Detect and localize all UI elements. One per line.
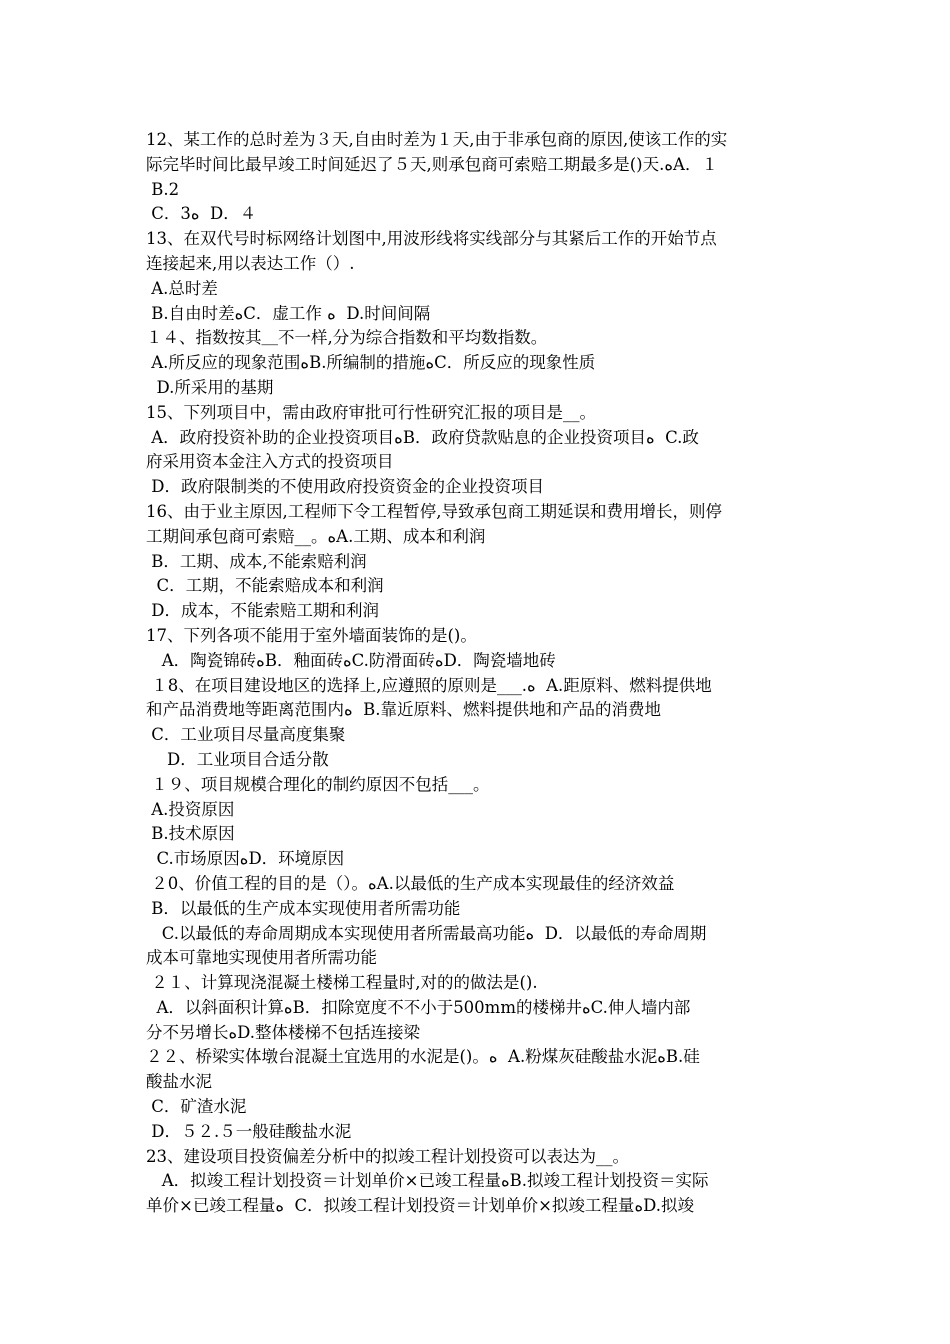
text-line [146, 525, 810, 550]
text-line [146, 202, 810, 227]
text-span: 16、由于业主原因,工程师下令工程暂停,导致承包商工期延误和费用增长，则停 [146, 501, 722, 521]
text-line [146, 426, 810, 451]
separator: ﻩ [500, 1171, 510, 1191]
text-line [146, 475, 810, 500]
text-span: A.以最低的生产成本实现最佳的经济效益 [376, 873, 675, 893]
text-span: B.所编制的措施 [309, 353, 426, 373]
separator: ﻩ [664, 154, 674, 174]
text-span: 23、建设项目投资偏差分析中的拟竣工程计划投资可以表达为__。 [146, 1146, 629, 1166]
text-span: A.距原料、燃料提供地 [546, 675, 712, 695]
text-line [146, 1070, 810, 1095]
text-span: B．釉面砖 [264, 650, 343, 670]
text-line [146, 996, 810, 1021]
text-span: B．扣除宽度不不小于500mm的楼梯井 [292, 997, 582, 1017]
text-span: C．3 [146, 204, 191, 224]
text-line [146, 599, 810, 624]
text-span: A．以斜面积计算 [146, 997, 284, 1017]
separator: ﻩ [327, 526, 337, 546]
text-span: A.所反应的现象范围 [146, 353, 301, 373]
text-line [146, 401, 810, 426]
text-span: 酸盐水泥 [146, 1072, 212, 1092]
separator: ﻩ [275, 1196, 284, 1216]
text-span: ２１、计算现浇混凝土楼梯工程量时,对的的做法是(). [146, 973, 538, 993]
text-span: C.政 [665, 427, 699, 447]
text-span: B.技术原因 [146, 824, 235, 844]
text-span: B.2 [146, 179, 180, 199]
separator: ﻩ [327, 303, 336, 323]
text-span: B.靠近原料、燃料提供地和产品的消费地 [363, 700, 662, 720]
separator: ﻩ [657, 1047, 666, 1067]
text-span: ２２、桥梁实体墩台混凝土宜选用的水泥是()。 [146, 1047, 489, 1067]
separator: ﻩ [526, 675, 536, 695]
text-span: B．以最低的生产成本实现使用者所需功能 [146, 898, 461, 918]
text-span: D.整体楼梯不包括连接梁 [237, 1022, 421, 1042]
text-span: A.投资原因 [146, 799, 235, 819]
text-line [146, 450, 810, 475]
text-span: C.防滑面砖 [351, 650, 435, 670]
text-span: D．成本，不能索赔工期和利润 [146, 601, 379, 621]
separator: ﻩ [634, 1196, 644, 1216]
text-span: D．以最低的寿命周期 [544, 923, 707, 943]
text-line [146, 723, 810, 748]
text-span: C．工期，不能索赔成本和利润 [146, 576, 384, 596]
text-span: D．５２.５一般硅酸盐水泥 [146, 1121, 352, 1141]
text-line [146, 624, 810, 649]
text-span: B.自由时差 [146, 303, 235, 323]
text-span: 际完毕时间比最早竣工时间延迟了５天,则承包商可索赔工期最多是()天. [146, 154, 665, 174]
text-span: 单价×已竣工程量 [146, 1196, 276, 1216]
text-span: 13、在双代号时标网络计划图中,用波形线将实线部分与其紧后工作的开始节点 [146, 229, 717, 249]
text-span: C.伸人墙内部 [590, 997, 691, 1017]
text-span: １９、项目规模合理化的制约原因不包括___。 [146, 774, 490, 794]
text-span: １8、在项目建设地区的选择上,应遵照的原则是___. [146, 675, 527, 695]
text-line [146, 252, 810, 277]
text-line [146, 376, 810, 401]
separator: ﻩ [525, 923, 535, 943]
text-line [146, 822, 810, 847]
text-span: A.工期、成本和利润 [336, 526, 486, 546]
text-span: D．工业项目合适分散 [146, 749, 329, 769]
text-line [146, 574, 810, 599]
text-span: 成本可靠地实现使用者所需功能 [146, 948, 377, 968]
separator: ﻩ [239, 849, 249, 869]
text-span: B.硅 [665, 1047, 700, 1067]
text-span: B．政府贷款贴息的企业投资项目 [402, 427, 646, 447]
text-line [146, 1120, 810, 1145]
separator: ﻩ [234, 303, 244, 323]
text-span: C．矿渣水泥 [146, 1097, 247, 1117]
text-span: C．虚工作 [243, 303, 322, 323]
text-line [146, 1045, 810, 1070]
text-span: B．工期、成本,不能索赔利润 [146, 551, 367, 571]
separator: ﻩ [283, 997, 293, 1017]
text-span: 和产品消费地等距离范围内 [146, 700, 344, 720]
separator: ﻩ [394, 427, 403, 447]
text-span: １４、指数按其＿不一样,分为综合指数和平均数指数。 [146, 328, 548, 348]
text-line [146, 649, 810, 674]
separator: ﻩ [190, 204, 200, 224]
text-line [146, 922, 810, 947]
text-line [146, 550, 810, 575]
separator: ﻩ [342, 650, 352, 670]
text-line [146, 1145, 810, 1170]
text-span: C．拟竣工程计划投资＝计划单价×拟竣工程量 [294, 1196, 635, 1216]
text-span: 分不另增长 [146, 1022, 229, 1042]
text-line [146, 500, 810, 525]
separator: ﻩ [344, 700, 353, 720]
question-text-block [146, 128, 810, 1219]
text-span: D.拟竣 [643, 1196, 694, 1216]
text-line [146, 178, 810, 203]
text-span: 工期间承包商可索赔__。 [146, 526, 328, 546]
separator: ﻩ [581, 997, 591, 1017]
text-line [146, 227, 810, 252]
text-line [146, 1021, 810, 1046]
text-span: D．陶瓷墙地砖 [443, 650, 556, 670]
separator: ﻩ [488, 1047, 498, 1067]
separator: ﻩ [300, 353, 310, 373]
separator: ﻩ [228, 1022, 238, 1042]
text-span: D．政府限制类的不使用政府投资资金的企业投资项目 [146, 477, 544, 497]
text-line [146, 946, 810, 971]
text-span: C．所反应的现象性质 [434, 353, 596, 373]
text-span: A．拟竣工程计划投资＝计划单价×已竣工程量 [146, 1171, 501, 1191]
text-span: 连接起来,用以表达工作（）. [146, 253, 355, 273]
text-line [146, 302, 810, 327]
text-span: 15、下列项目中，需由政府审批可行性研究汇报的项目是__。 [146, 402, 596, 422]
text-line [146, 971, 810, 996]
text-line [146, 128, 810, 153]
text-line [146, 872, 810, 897]
text-span: D．４ [210, 204, 257, 224]
text-line [146, 351, 810, 376]
text-span: 17、下列各项不能用于室外墙面装饰的是()。 [146, 625, 477, 645]
text-line [146, 1169, 810, 1194]
text-span: C.以最低的寿命周期成本实现使用者所需最高功能 [146, 923, 526, 943]
text-line [146, 798, 810, 823]
text-span: A．政府投资补助的企业投资项目 [146, 427, 395, 447]
text-span: C．工业项目尽量高度集聚 [146, 725, 346, 745]
text-span: B.拟竣工程计划投资＝实际 [509, 1171, 709, 1191]
text-line [146, 326, 810, 351]
text-span: A．陶瓷锦砖 [146, 650, 257, 670]
text-span: A.粉煤灰硅酸盐水泥 [508, 1047, 658, 1067]
separator: ﻩ [368, 873, 377, 893]
separator: ﻩ [645, 427, 655, 447]
text-line [146, 698, 810, 723]
text-span: ２0、价值工程的目的是（）。 [146, 873, 368, 893]
text-line [146, 847, 810, 872]
text-span: 12、某工作的总时差为３天,自由时差为１天,由于非承包商的原因,使该工作的实 [146, 130, 728, 149]
separator: ﻩ [425, 353, 435, 373]
text-span: D.所采用的基期 [146, 377, 274, 397]
text-line [146, 153, 810, 178]
text-line [146, 1194, 810, 1219]
text-line [146, 674, 810, 699]
text-span: A．１ [673, 154, 718, 174]
separator: ﻩ [256, 650, 265, 670]
text-span: D．环境原因 [248, 849, 345, 869]
text-line [146, 277, 810, 302]
text-line [146, 897, 810, 922]
text-line [146, 1095, 810, 1120]
text-span: A.总时差 [146, 278, 218, 298]
text-span: 府采用资本金注入方式的投资项目 [146, 452, 394, 472]
text-line [146, 773, 810, 798]
text-span: D.时间间隔 [346, 303, 431, 323]
text-span: C.市场原因 [146, 849, 240, 869]
separator: ﻩ [434, 650, 444, 670]
text-line [146, 748, 810, 773]
